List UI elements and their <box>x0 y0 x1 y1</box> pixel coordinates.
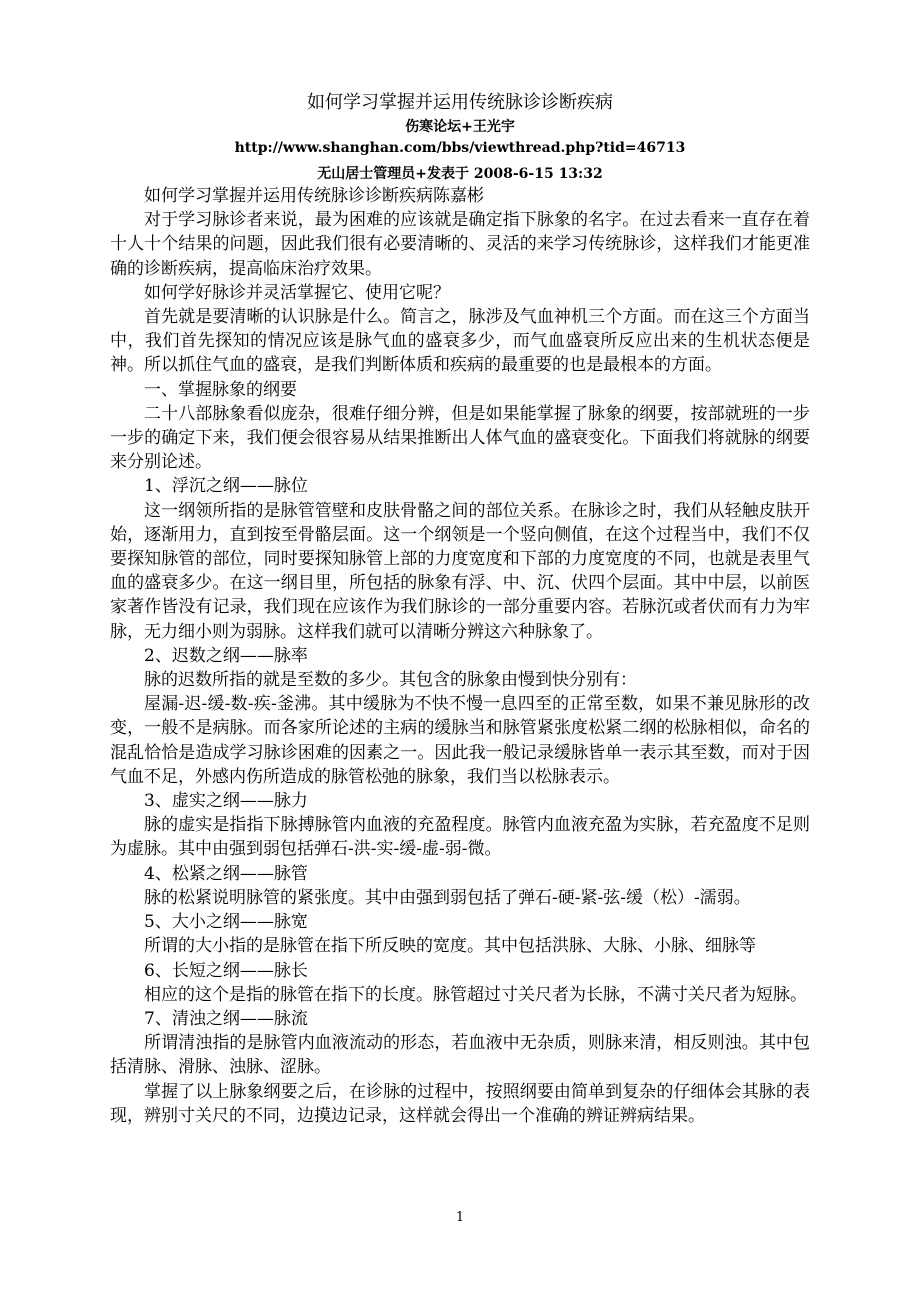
article-body <box>110 184 810 1128</box>
subtitle-line: 如何学习掌握并运用传统脉诊诊断疾病陈嘉彬 <box>144 186 484 206</box>
paragraph: 首先就是要清晰的认识脉是什么。简言之，脉涉及气血神机三个方面。而在这三个方面当中，我们首先探知的情况应该是脉气血的盛衰多少，而气血盛衰所反应出来的生机状态便是神。所以抓住气血的盛衰，是我们判断体质和疾病的最重要的也是最根本的方面。 <box>110 307 810 376</box>
subsection-heading: 6、长短之纲——脉长 <box>144 960 308 981</box>
posted-info: 无山居士管理员+发表于 2008-6-15 13:32 <box>317 166 603 182</box>
subsection-heading: 2、迟数之纲——脉率 <box>144 645 308 666</box>
section-heading: 一、掌握脉象的纲要 <box>144 379 297 400</box>
subsection-heading: 7、清浊之纲——脉流 <box>144 1008 308 1029</box>
document-title: 如何学习掌握并运用传统脉诊诊断疾病 <box>307 92 613 113</box>
paragraph: 所谓的大小指的是脉管在指下所反映的宽度。其中包括洪脉、大脉、小脉、细脉等 <box>144 936 756 957</box>
subsection-heading: 3、虚实之纲——脉力 <box>144 791 308 812</box>
subsection-heading: 5、大小之纲——脉宽 <box>144 912 308 933</box>
subsection-heading: 4、松紧之纲——脉管 <box>144 863 308 884</box>
paragraph: 二十八部脉象看似庞杂，很难仔细分辨，但是如果能掌握了脉象的纲要，按部就班的一步一步的确定下来，我们便会很容易从结果推断出人体气血的盛衰变化。下面我们将就脉的纲要来分别论述。 <box>110 403 810 473</box>
paragraph: 脉的虚实是指指下脉搏脉管内血液的充盈程度。脉管内血液充盈为实脉，若充盈度不足则为虚脉。其中由强到弱包括弹石-洪-实-缓-虚-弱-微。 <box>110 815 810 860</box>
subsection-heading: 1、浮沉之纲——脉位 <box>144 476 308 497</box>
paragraph: 脉的松紧说明脉管的紧张度。其中由强到弱包括了弹石-硬-紧-弦-缓（松）-濡弱。 <box>144 887 751 908</box>
paragraph: 掌握了以上脉象纲要之后，在诊脉的过程中，按照纲要由简单到复杂的仔细体会其脉的表现，辨别寸关尺的不同，边摸边记录，这样就会得出一个准确的辨证辨病结果。 <box>110 1081 810 1126</box>
paragraph: 所谓清浊指的是脉管内血液流动的形态，若血液中无杂质，则脉来清，相反则浊。其中包括清脉、滑脉、浊脉、涩脉。 <box>110 1033 810 1078</box>
paragraph: 这一纲领所指的是脉管管壁和皮肤骨骼之间的部位关系。在脉诊之时，我们从轻触皮肤开始，逐渐用力，直到按至骨骼层面。这一个纲领是一个竖向侧值，在这个过程当中，我们不仅要探知脉管的部位，同时要探知脉管上部的力度宽度和下部的力度宽度的不同，也就是表里气血的盛衰多少。在这一纲目里，所包括的脉象有浮、中、沉、伏四个层面。其中中层，以前医家著作皆没有记录，我们现在应该作为我们脉诊的一部分重要内容。若脉沉或者伏而有力为牢脉，无力细小则为弱脉。这样我们就可以清晰分辨这六种脉象了。 <box>110 500 810 642</box>
paragraph: 如何学好脉诊并灵活掌握它、使用它呢？ <box>144 282 450 303</box>
page-number: 1 <box>455 1210 465 1225</box>
source-url: http://www.shanghan.com/bbs/viewthread.php?tid=46713 <box>234 140 686 156</box>
author-line: 伤寒论坛+王光宇 <box>405 119 515 135</box>
paragraph: 相应的这个是指的脉管在指下的长度。脉管超过寸关尺者为长脉，不满寸关尺者为短脉。 <box>144 984 807 1005</box>
paragraph: 脉的迟数所指的就是至数的多少。其包含的脉象由慢到快分别有： <box>144 670 637 691</box>
paragraph: 对于学习脉诊者来说，最为困难的应该就是确定指下脉象的名字。在过去看来一直存在着十人十个结果的问题，因此我们很有必要清晰的、灵活的来学习传统脉诊，这样我们才能更准确的诊断疾病，提高临床治疗效果。 <box>110 210 810 279</box>
paragraph: 屋漏-迟-缓-数-疾-釜沸。其中缓脉为不快不慢一息四至的正常至数，如果不兼见脉形的改变，一般不是病脉。而各家所论述的主病的缓脉当和脉管紧张度松紧二纲的松脉相似，命名的混乱恰恰是造成学习脉诊困难的因素之一。因此我一般记录缓脉皆单一表示其至数，而对于因气血不足，外感内伤所造成的脉管松弛的脉象，我们当以松脉表示。 <box>110 694 810 787</box>
